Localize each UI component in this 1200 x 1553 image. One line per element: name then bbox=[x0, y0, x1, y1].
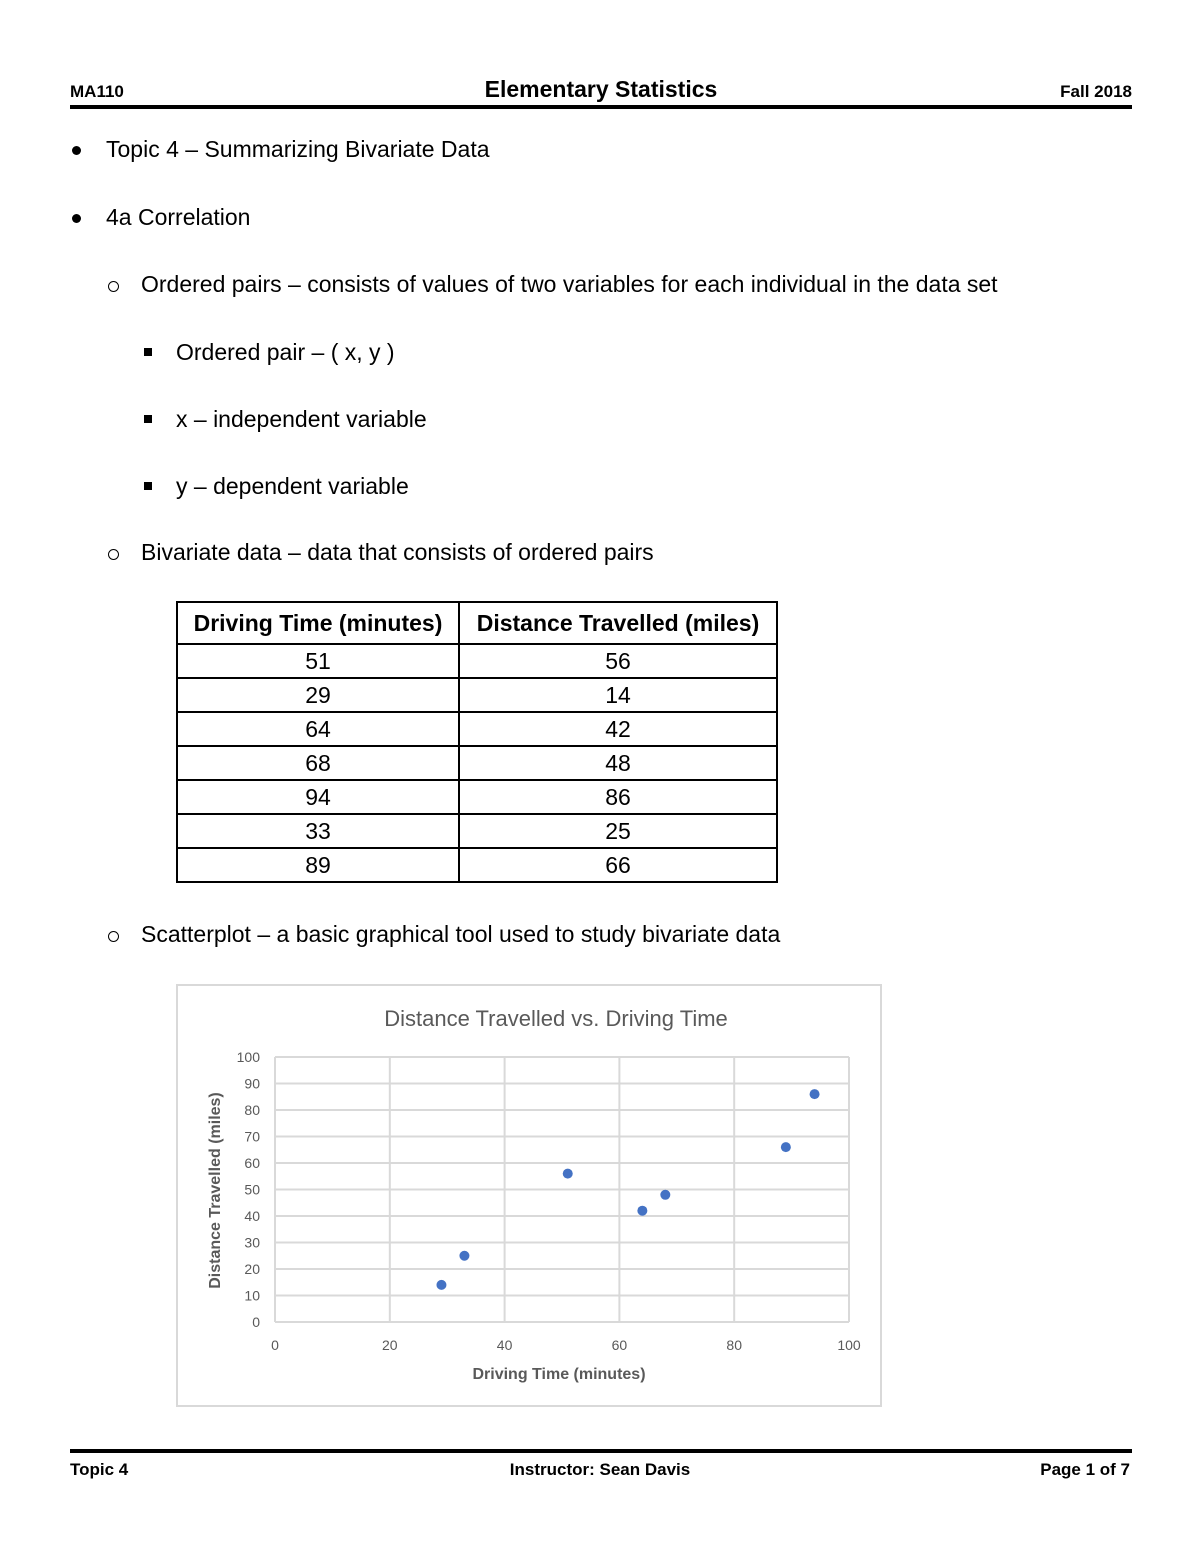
bullet-square bbox=[144, 348, 152, 356]
footer-instructor: Instructor: Sean Davis bbox=[509, 1460, 691, 1479]
table-row bbox=[177, 814, 777, 848]
data-table bbox=[176, 601, 778, 883]
bullet-dot bbox=[72, 146, 81, 155]
y-tick-label: 0 bbox=[252, 1314, 260, 1330]
column-header: Driving Time (minutes) bbox=[177, 602, 459, 644]
x-axis-label: Driving Time (minutes) bbox=[472, 1366, 646, 1383]
table-cell: 14 bbox=[459, 678, 777, 712]
table-row bbox=[177, 712, 777, 746]
bullet-dot bbox=[72, 214, 81, 223]
bullet-circle bbox=[108, 281, 119, 292]
table-cell: 42 bbox=[459, 712, 777, 746]
table-row bbox=[177, 780, 777, 814]
data-point bbox=[459, 1251, 469, 1261]
footer-page-number: Page 1 of 7 bbox=[1040, 1460, 1130, 1479]
y-tick-label: 30 bbox=[244, 1234, 260, 1251]
y-tick-label: 70 bbox=[244, 1128, 260, 1145]
data-point bbox=[810, 1089, 820, 1099]
table-cell: 89 bbox=[177, 848, 459, 882]
table-cell: 33 bbox=[177, 814, 459, 848]
table-cell: 64 bbox=[177, 712, 459, 746]
y-tick-label: 100 bbox=[236, 1049, 260, 1065]
x-tick-label: 60 bbox=[611, 1337, 628, 1353]
x-tick-label: 20 bbox=[382, 1337, 398, 1353]
table-row bbox=[177, 848, 777, 882]
y-tick-label: 90 bbox=[244, 1075, 260, 1092]
y-def: y – dependent variable bbox=[176, 473, 409, 499]
y-tick-label: 40 bbox=[244, 1208, 260, 1224]
table-header-row bbox=[177, 602, 777, 644]
table-row bbox=[177, 678, 777, 712]
table-row bbox=[177, 746, 777, 780]
bullet-square bbox=[144, 482, 152, 490]
data-point bbox=[660, 1190, 670, 1200]
topic-line: Topic 4 – Summarizing Bivariate Data bbox=[106, 136, 490, 162]
table-cell: 51 bbox=[177, 644, 459, 678]
footer-rule bbox=[70, 1449, 1132, 1453]
document-title: Elementary Statistics bbox=[484, 76, 718, 102]
data-point bbox=[563, 1169, 573, 1179]
table-cell: 48 bbox=[459, 746, 777, 780]
data-point bbox=[781, 1142, 791, 1152]
x-tick-label: 0 bbox=[271, 1337, 279, 1353]
table-cell: 68 bbox=[177, 746, 459, 780]
scatterplot-line: Scatterplot – a basic graphical tool used to study bivariate data bbox=[141, 921, 781, 947]
x-def: x – independent variable bbox=[176, 406, 427, 432]
table-cell: 86 bbox=[459, 780, 777, 814]
table-row bbox=[177, 644, 777, 678]
table-cell: 56 bbox=[459, 644, 777, 678]
data-point bbox=[436, 1280, 446, 1290]
table-cell: 25 bbox=[459, 814, 777, 848]
chart-canvas bbox=[178, 986, 880, 1405]
scatter-chart bbox=[176, 984, 882, 1407]
chart-title: Distance Travelled vs. Driving Time bbox=[384, 1006, 728, 1031]
footer-topic: Topic 4 bbox=[70, 1460, 129, 1479]
table-cell: 29 bbox=[177, 678, 459, 712]
header-rule bbox=[70, 105, 1132, 109]
y-tick-label: 50 bbox=[244, 1181, 260, 1198]
x-tick-label: 40 bbox=[496, 1337, 513, 1353]
y-tick-label: 80 bbox=[244, 1102, 260, 1118]
section-line: 4a Correlation bbox=[106, 204, 251, 230]
table-cell: 94 bbox=[177, 780, 459, 814]
bullet-square bbox=[144, 415, 152, 423]
term-label: Fall 2018 bbox=[1060, 82, 1132, 101]
bullet-circle bbox=[108, 549, 119, 560]
course-code: MA110 bbox=[70, 82, 124, 101]
bullet-circle bbox=[108, 931, 119, 942]
ordered-pair-def: Ordered pair – ( x, y ) bbox=[176, 339, 395, 365]
page-header bbox=[70, 76, 1132, 106]
data-point bbox=[637, 1206, 647, 1216]
bivariate-line: Bivariate data – data that consists of ordered pairs bbox=[141, 539, 654, 565]
y-axis-label: Distance Travelled (miles) bbox=[207, 1092, 224, 1289]
x-tick-label: 80 bbox=[726, 1337, 742, 1353]
column-header: Distance Travelled (miles) bbox=[459, 602, 777, 644]
x-tick-label: 100 bbox=[837, 1337, 861, 1353]
y-tick-label: 60 bbox=[244, 1155, 260, 1171]
table-cell: 66 bbox=[459, 848, 777, 882]
y-tick-label: 10 bbox=[244, 1287, 260, 1304]
y-tick-label: 20 bbox=[244, 1261, 260, 1277]
ordered-pairs-line: Ordered pairs – consists of values of two variables for each individual in the data set bbox=[141, 271, 998, 297]
